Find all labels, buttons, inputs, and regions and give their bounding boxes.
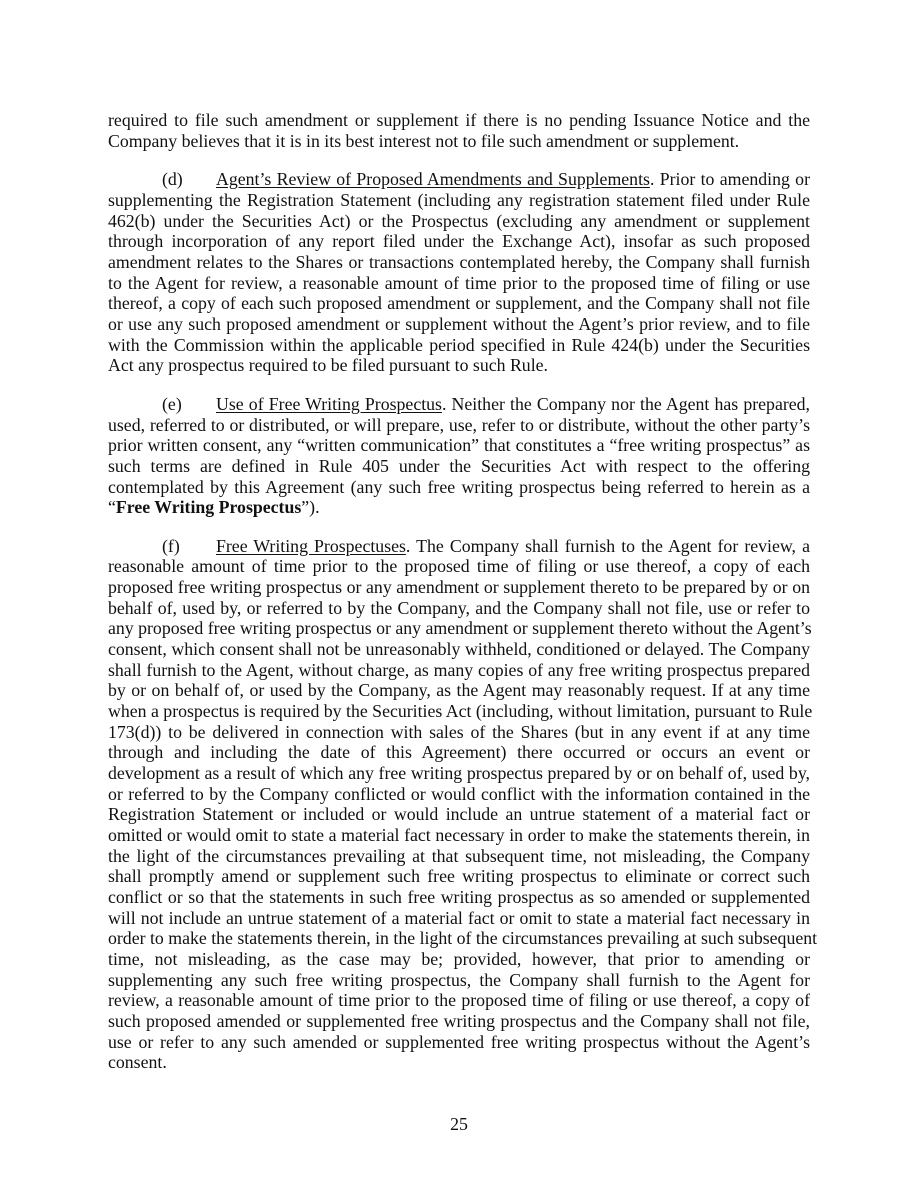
text-line: used, referred to or distributed, or will prepare, use, refer to or distribute, without the other party’s [108, 414, 810, 435]
text-line: when a prospectus is required by the Securities Act (including, without limitation, pursuant to Rule [108, 701, 813, 722]
text-segment: . Prior to amending or [649, 169, 810, 190]
page-number: 25 [450, 1114, 468, 1134]
text-line: 462(b) under the Securities Act) or the Prospectus (excluding any amendment or supplement [108, 210, 810, 231]
text-line: 173(d)) to be delivered in connection with sales of the Shares (but in any event if at any time [108, 721, 810, 742]
text-line: any proposed free writing prospectus or any amendment or supplement thereto without the Agent’s [108, 618, 812, 639]
text-line: required to file such amendment or supplement if there is no pending Issuance Notice and the [108, 110, 810, 130]
text-line: shall furnish to the Agent, without charge, as many copies of any free writing prospectus prepared [108, 659, 810, 680]
section-label: (e) [162, 393, 182, 414]
text-line: will not include an untrue statement of a material fact or omit to state a material fact necessary in [108, 907, 810, 928]
text-line: Company believes that it is in its best interest not to file such amendment or supplement. [108, 130, 740, 151]
text-line: conflict or so that the statements in such free writing prospectus as so amended or supplemented [108, 886, 810, 907]
section-heading: Free Writing Prospectuses [216, 535, 406, 556]
text-line: consent, which consent shall not be unreasonably withheld, conditioned or delayed. The Company [108, 639, 810, 660]
text-segment: . Neither the Company nor the Agent has prepared, [441, 393, 810, 414]
text-line: supplementing any such free writing prospectus, the Company shall furnish to the Agent for [108, 969, 810, 990]
text-line: prior written consent, any “written communication” that constitutes a “free writing prospectus” as [108, 435, 810, 456]
section-e [108, 394, 810, 518]
text-line: or use any such proposed amendment or supplement without the Agent’s prior review, and to file [108, 313, 810, 334]
section-label: (d) [162, 169, 183, 190]
text-line: omitted or would omit to state a material fact necessary in order to make the statements therein, in [108, 825, 810, 845]
text-line: shall promptly amend or supplement such free writing prospectus to eliminate or correct such [108, 866, 810, 887]
paragraph-continued [108, 110, 810, 151]
section-heading: Agent’s Review of Proposed Amendments and Supplements [216, 169, 650, 190]
text-line: the light of the circumstances prevailing at that subsequent time, not misleading, the Company [108, 845, 810, 866]
text-line: with the Commission within the applicable period specified in Rule 424(b) under the Securities [108, 334, 810, 355]
document-body [108, 110, 818, 1091]
text-line: supplementing the Registration Statement (including any registration statement filed under Rule [108, 189, 810, 210]
text-line: through incorporation of any report filed under the Exchange Act), insofar as such proposed [108, 231, 810, 252]
text-line: proposed free writing prospectus or any amendment or supplement thereto to be prepared by or on [108, 577, 810, 598]
text-line: through and including the date of this Agreement) there occurred or occurs an event or [108, 742, 810, 763]
text-line: use or refer to any such amended or supplemented free writing prospectus without the Agent’s [108, 1031, 810, 1052]
text-line: by or on behalf of, or used by the Company, as the Agent may reasonably request. If at any time [108, 680, 810, 701]
text-line [108, 497, 810, 518]
text-line: Registration Statement or included or would include an untrue statement of a material fact or [108, 804, 810, 825]
text-segment: . The Company shall furnish to the Agent for review, a [405, 535, 810, 556]
text-line: such terms are defined in Rule 405 under the Securities Act with respect to the offering [108, 455, 810, 476]
text-line: thereof, a copy of each such proposed amendment or supplement, and the Company shall not file [108, 293, 810, 314]
text-line: Act any prospectus required to be filed pursuant to such Rule. [108, 355, 548, 376]
text-line: behalf of, used by, or referred to by the Company, and the Company shall not file, use or refer to [108, 597, 810, 618]
text-line [108, 536, 810, 557]
text-line: order to make the statements therein, in the light of the circumstances prevailing at such subsequent [108, 928, 818, 949]
text-line: amendment relates to the Shares or transactions contemplated hereby, the Company shall furnish [108, 251, 810, 272]
text-line: consent. [108, 1052, 167, 1073]
text-segment: ”). [301, 497, 320, 518]
text-line [108, 169, 810, 190]
text-line: contemplated by this Agreement (any such free writing prospectus being referred to herein as a [108, 476, 810, 497]
text-line: reasonable amount of time prior to the proposed time of filing or use thereof, a copy of each [108, 556, 810, 577]
section-f [108, 535, 818, 1073]
text-line: or referred to by the Company conflicted or would conflict with the information contained in the [108, 783, 810, 804]
text-line [108, 394, 810, 415]
text-line: to the Agent for review, a reasonable amount of time prior to the proposed time of filing or use [108, 272, 810, 293]
section-d [108, 169, 810, 376]
text-line: time, not misleading, as the case may be; provided, however, that prior to amending or [108, 948, 810, 969]
section-heading: Use of Free Writing Prospectus [216, 393, 442, 414]
text-line: such proposed amended or supplemented free writing prospectus and the Company shall not file, [108, 1010, 810, 1031]
section-label: (f) [162, 535, 180, 556]
text-line: review, a reasonable amount of time prior to the proposed time of filing or use thereof, a copy of [108, 990, 810, 1011]
defined-term: Free Writing Prospectus [115, 497, 302, 518]
text-segment: “ [108, 497, 116, 518]
text-line: development as a result of which any free writing prospectus prepared by or on behalf of, used by, [108, 763, 810, 784]
